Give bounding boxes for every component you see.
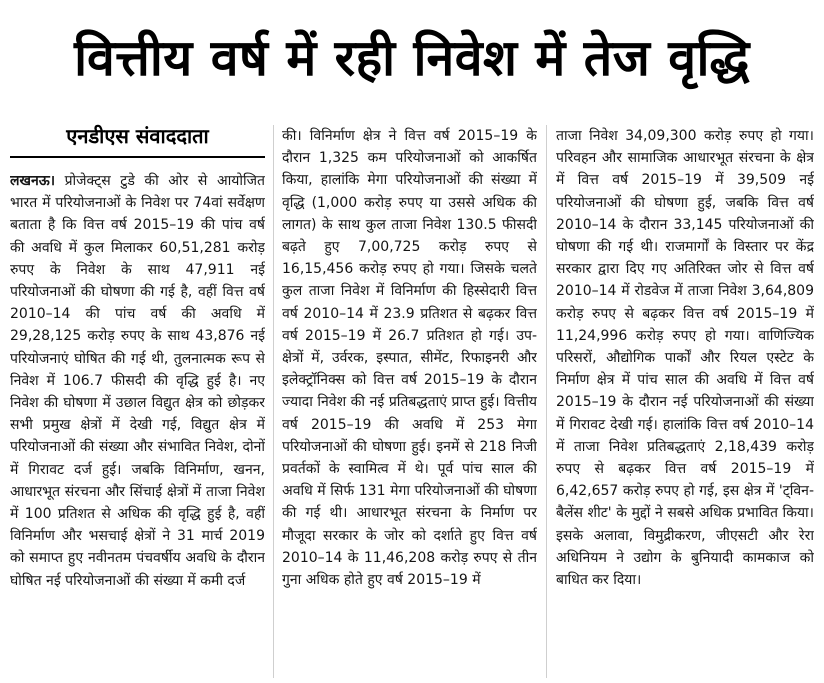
article-byline: एनडीएस संवाददाता (10, 118, 265, 158)
article-column-3 (556, 125, 814, 678)
article-paragraph-1 (10, 170, 265, 592)
article-dateline: लखनऊ। (10, 173, 56, 189)
article-column-2 (282, 125, 537, 678)
article-headline: वित्तीय वर्ष में रही निवेश में तेज वृद्धि (74, 29, 750, 87)
article-column-1 (10, 170, 265, 678)
column-1-text: प्रोजेक्ट्स टुडे की ओर से आयोजित भारत में परियोजनाओं के निवेश पर 74वां सर्वेक्षण बताता है कि वित्त वर्ष 2015–19 की पांच वर्ष की अवधि में कुल मिलाकर 60,51,281 करोड़ रुपए के निवेश के साथ 47,911 नई परियोजनाओं की घोषणा की गई है, वहीं वित्त वर्ष 2010–14 की पांच वर्ष की अवधि में 29,28,125 करोड़ रुपए के साथ 43,876 नई परियोजनाएं घोषित की गई थी, तुलनात्मक रूप से निवेश में 106.7 फीसदी की वृद्धि हुई है। नए निवेश की घोषणा में उछाल विद्युत क्षेत्र को छोड़कर सभी प्रमुख क्षेत्रों में देखी गई, विद्युत क्षेत्र में परियोजनाओं की संख्या और संभावित निवेश, दोनों में गिरावट दर्ज हुई। जबकि विनिर्माण, खनन, आधारभूत संरचना और सिंचाई क्षेत्रों में ताजा निवेश में 100 प्रतिशत से अधिक की वृद्धि हुई है, वहीं विनिर्माण और भसचाई क्षेत्रों ने 31 मार्च 2019 को समाप्त हुए नवीनतम पंचवर्षीय अवधि के दौरान घोषित नई परियोजनाओं की संख्या में कमी दर्ज (10, 173, 265, 589)
column-2-text: की। विनिर्माण क्षेत्र ने वित्त वर्ष 2015–19 के दौरान 1,325 कम परियोजनाओं को आकर्षित किया, हालांकि मेगा परियोजनाओं की संख्या में वृद्धि (1,000 करोड़ रुपए या उससे अधिक की लागत) के साथ कुल ताजा निवेश 130.5 फीसदी बढ़ते हुए 7,00,725 करोड़ रुपए से 16,15,456 करोड़ रुपए हो गया। जिसके चलते कुल ताजा निवेश में विनिर्माण की हिस्सेदारी वित्त वर्ष 2010–14 में 23.9 प्रतिशत से बढ़कर वित्त वर्ष 2015–19 में 26.7 प्रतिशत हो गई। उप-क्षेत्रों में, उर्वरक, इस्पात, सीमेंट, रिफाइनरी और इलेक्ट्रॉनिक्स को वित्त वर्ष 2015–19 के दौरान ज्यादा निवेश की नई प्रतिबद्धताएं प्राप्त हुई। वित्तीय वर्ष 2015–19 की अवधि में 253 मेगा परियोजनाओं की घोषणा हुई। इनमें से 218 निजी प्रवर्तकों के स्वामित्व में थे। पूर्व पांच साल की अवधि में सिर्फ 131 मेगा परियोजनाओं की घोषणा की गई थी। आधारभूत संरचना के निर्माण पर मौजूदा सरकार के जोर को दर्शाते हुए वित्त वर्ष 2010–14 के 11,46,208 करोड़ रुपए से तीन गुना अधिक होते हुए वर्ष 2015–19 में (282, 128, 537, 589)
column-divider (546, 125, 547, 678)
column-3-text: ताजा निवेश 34,09,300 करोड़ रुपए हो गया। परिवहन और सामाजिक आधारभूत संरचना के क्षेत्र में वित्त वर्ष 2015–19 में 39,509 नई परियोजनाओं की घोषणा हुई, जबकि वित्त वर्ष 2010–14 के दौरान 33,145 परियोजनाओं की घोषणा की गई थी। राजमार्गों के विस्तार पर केंद्र सरकार द्वारा दिए गए अतिरिक्त जोर से वित्त वर्ष 2010–14 में रोडवेज में ताजा निवेश 3,64,809 करोड़ रुपए से बढ़कर वित्त वर्ष 2015–19 में 11,24,996 करोड़ रुपए हो गया। वाणिज्यिक परिसरों, औद्योगिक पार्कों और रियल एस्टेट के निर्माण क्षेत्र में पांच साल की अवधि में वित्त वर्ष 2015–19 के दौरान नई परियोजनाओं की संख्या में गिरावट देखी गई। हालांकि वित्त वर्ष 2010–14 में ताजा निवेश प्रतिबद्धताएं 2,18,439 करोड़ रुपए से बढ़कर वित्त वर्ष 2015–19 में 6,42,657 करोड़ रुपए हो गई, इस क्षेत्र में 'ट्विन-बैलेंस शीट' के मुद्दों ने सबसे अधिक प्रभावित किया। इसके अलावा, विमुद्रीकरण, जीएसटी और रेरा अधिनियम ने उद्योग के बुनियादी कामकाज को बाधित कर दिया। (556, 128, 814, 589)
column-divider (273, 125, 274, 678)
